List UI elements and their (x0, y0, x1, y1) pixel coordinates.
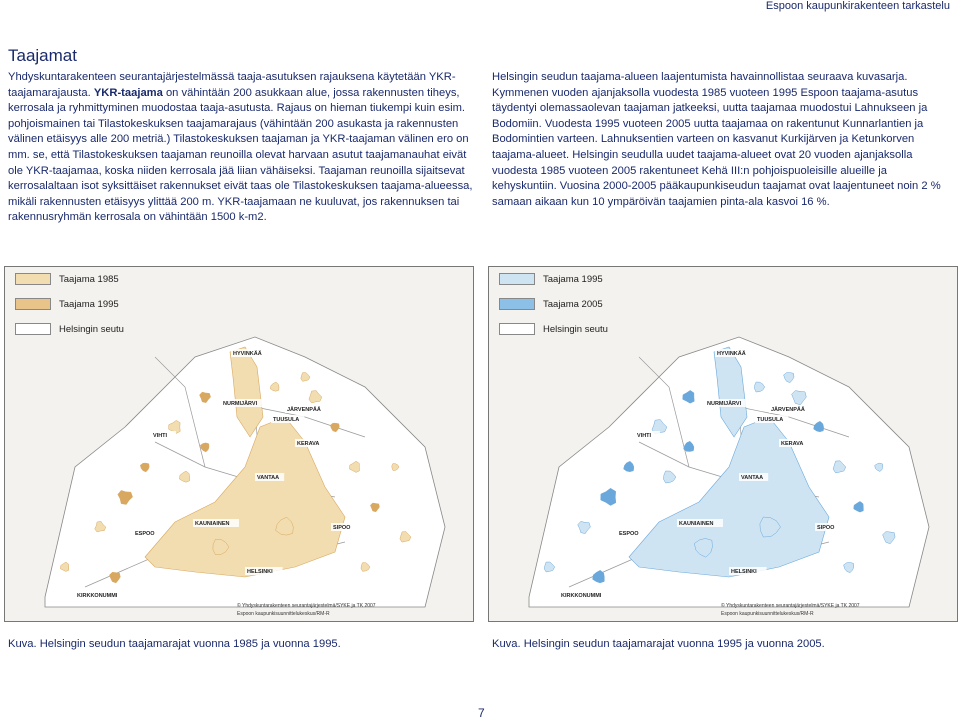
legend-swatch (499, 298, 535, 310)
map-credit-2: Espoon kaupunkisuunnittelukeskus/RM-R (237, 611, 330, 617)
legend-item-1985 (15, 273, 119, 285)
left-text-bold-term: YKR-taajama (93, 86, 163, 99)
place-label: JÄRVENPÄÄ (771, 407, 805, 413)
left-text-intro: Yhdyskuntarakenteen seurantajärjestelmässä taaja-asutuksen rajauksena käytetään YKR-taajamarajausta. (8, 71, 456, 99)
legend-item-helsingin-seutu (15, 323, 124, 335)
place-label: ESPOO (619, 531, 639, 537)
map-legend (489, 267, 957, 347)
section-title: Taajamat (8, 46, 77, 65)
caption-right: Kuva. Helsingin seudun taajamarajat vuonna 1995 ja vuonna 2005. (492, 638, 825, 650)
map-credit-1: © Yhdyskuntarakenteen seurantajärjestelmä/SYKE ja TK 2007 (237, 603, 376, 609)
page-number: 7 (478, 706, 485, 720)
place-label: ESPOO (135, 531, 155, 537)
map-credit-2: Espoon kaupunkisuunnittelukeskus/RM-R (721, 611, 814, 617)
header-bar (0, 0, 960, 14)
place-label: KIRKKONUMMI (77, 593, 118, 599)
legend-swatch (499, 273, 535, 285)
place-label: KAUNIAINEN (679, 521, 714, 527)
place-label: KERAVA (297, 441, 320, 447)
place-label: KERAVA (781, 441, 804, 447)
legend-label: Helsingin seutu (59, 323, 124, 335)
place-label: HYVINKÄÄ (233, 351, 262, 357)
legend-label: Helsingin seutu (543, 323, 608, 335)
place-label: TUUSULA (273, 417, 300, 423)
map-credit-1: © Yhdyskuntarakenteen seurantajärjestelmä/SYKE ja TK 2007 (721, 603, 860, 609)
map-panel-1995-2005 (488, 266, 958, 622)
map-panel-1985-1995 (4, 266, 474, 622)
place-label: NURMIJÄRVI (223, 401, 258, 407)
document-title: Espoon kaupunkirakenteen tarkastelu (765, 0, 950, 12)
map-legend (5, 267, 473, 347)
place-label: KIRKKONUMMI (561, 593, 602, 599)
legend-item-1995 (15, 298, 119, 310)
legend-item-2005 (499, 298, 603, 310)
legend-label: Taajama 1985 (59, 273, 119, 285)
legend-item-helsingin-seutu (499, 323, 608, 335)
place-label: NURMIJÄRVI (707, 401, 742, 407)
right-column-text: Helsingin seudun taajama-alueen laajentumista havainnollistaa seuraava kuvasarja. Kymmenen vuoden ajanjaksolla vuodesta 1985 vuoteen 1995 Espoon taajama-asutus täydentyi olemassaolevan taajaman jatkeeksi, uutta taajamaa muodostui Lahnukseen ja Bodomiin. Vuodesta 1995 vuoteen 2005 uutta taajamaa on rakentunut Kunnarlantien ja Bodomintien varteen. Lahnuksentien varteen on kasvanut Kurkijärven ja Ketunkorven taajama-alueet. Helsingin seudulla uudet taajama-alueet ovat 20 vuoden ajanjaksolla vuodesta 1985 vuoteen 2005 rakentuneet Kehä III:n pohjoispuoleisille alueille ja kehyskuntiin. Vuosina 2000-2005 pääkaupunkiseudun taajamat ovat laajentuneet noin 2 % samaan aikaan kun 10 ympäröivän taajamien pinta-ala kasvoi 16 %. (492, 71, 941, 208)
place-label: HYVINKÄÄ (717, 351, 746, 357)
legend-item-1995 (499, 273, 603, 285)
left-column-text (8, 70, 474, 226)
place-label: KAUNIAINEN (195, 521, 230, 527)
legend-label: Taajama 2005 (543, 298, 603, 310)
caption-left: Kuva. Helsingin seudun taajamarajat vuonna 1985 ja vuonna 1995. (8, 638, 341, 650)
place-label: JÄRVENPÄÄ (287, 407, 321, 413)
place-label: VANTAA (741, 475, 764, 481)
left-text-body: on vähintään 200 asukkaan alue, jossa rakennusten tiheys, kerrosala ja ryhmittyminen muodostaa taaja-asutusta. Rajaus on hieman tiukempi kuin esim. pohjoismainen tai Tilastokeskuksen taajamarajaus (vähintään 200 asukasta ja rakennusten välinen etäisyys alle 200 metriä.) Tilastokeskuksen taajaman ja YKR-taajaman välinen ero on mm. se, että Tilastokeskuksen taajaman reunoilla olevat harvaan asutut taajamanauhat eivät ole YKR-taajamaa, koska niiden kerrosala jää liian vähäiseksi. Taajaman reunoilla sijaitsevat kerrosalaltaan isot syksittäiset rakennukset eivät taas ole Tilastokeskuksen taajama-alueessa, mikäli rakennusten etäisyys ylittää 200 m. YKR-taajamaan ne kuuluvat, jos rakennuksen tai rakennusryhmän kerrosala on vähintään 1500 k-m2. (8, 86, 473, 224)
place-label: VIHTI (637, 433, 652, 439)
place-label: TUUSULA (757, 417, 784, 423)
legend-swatch (15, 273, 51, 285)
place-label: HELSINKI (731, 569, 757, 575)
legend-label: Taajama 1995 (59, 298, 119, 310)
legend-label: Taajama 1995 (543, 273, 603, 285)
place-label: VANTAA (257, 475, 280, 481)
place-label: SIPOO (333, 525, 351, 531)
legend-swatch (15, 323, 51, 335)
legend-swatch (499, 323, 535, 335)
place-label: VIHTI (153, 433, 168, 439)
legend-swatch (15, 298, 51, 310)
place-label: HELSINKI (247, 569, 273, 575)
place-label: SIPOO (817, 525, 835, 531)
